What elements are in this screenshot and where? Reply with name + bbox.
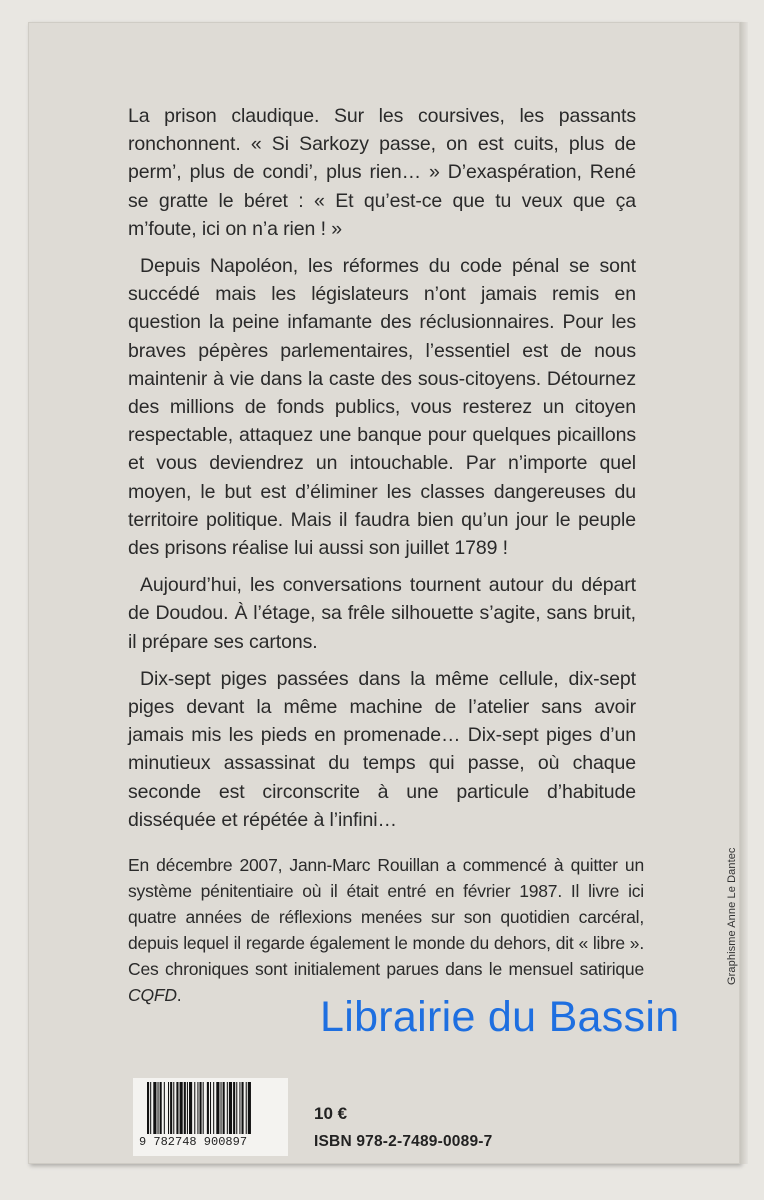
main-text (128, 102, 636, 843)
barcode-bar (200, 1082, 202, 1134)
barcode-box (133, 1078, 288, 1156)
barcode-bar (207, 1082, 209, 1134)
barcode-bar (203, 1082, 204, 1134)
paragraph-1: La prison claudique. Sur les coursives, les passants ronchonnent. « Si Sarkozy passe, on est cuits, plus de perm’, plus de condi’, plus rien… » D’exaspération, René se gratte le béret : « Et qu’est-ce que tu veux que ça m’foute, ici on n’a rien ! » (128, 105, 636, 240)
barcode-bar (168, 1082, 169, 1134)
barcode-bar (184, 1082, 186, 1134)
barcode-bars (147, 1082, 272, 1134)
barcode-bar (173, 1082, 174, 1134)
blurb-text: En décembre 2007, Jann-Marc Rouillan a commencé à quitter un système pénitentiaire où il était entré en février 1987. Il livre ici quatre années de réflexions menées sur son quotidien carcéral, depuis lequel il regarde également le monde du dehors, dit « libre ». Ces chroniques sont initialement parues dans le mensuel satirique (128, 855, 644, 979)
barcode-bar (242, 1082, 244, 1134)
barcode-bar (233, 1082, 235, 1134)
barcode-bar (147, 1082, 149, 1134)
barcode-bar (160, 1082, 162, 1134)
barcode-digits: 9 782748 900897 (139, 1135, 248, 1149)
barcode-bar (246, 1082, 247, 1134)
blurb-end: . (176, 985, 182, 1005)
barcode-bar (153, 1082, 156, 1134)
barcode-bar (227, 1082, 228, 1134)
barcode-bar (216, 1082, 219, 1134)
isbn: ISBN 978-2-7489-0089-7 (314, 1133, 493, 1150)
barcode-bar (236, 1082, 237, 1134)
barcode-bar (221, 1082, 222, 1134)
barcode-bar (164, 1082, 165, 1134)
paragraph-3: Aujourd’hui, les conversations tournent autour du départ de Doudou. À l’étage, sa frêle silhouette s’agite, sans bruit, il prépare ses cartons. (128, 574, 636, 653)
barcode-bar (194, 1082, 195, 1134)
barcode-bar (176, 1082, 178, 1134)
barcode-bar (248, 1082, 251, 1134)
paragraph-2: Depuis Napoléon, les réformes du code pénal se sont succédé mais les législateurs n’ont jamais remis en question la peine infamante des réclusionnaires. Pour les braves pépères parlementaires, l’essentiel est de nous maintenir à vie dans la caste des sous-citoyens. Détournez des millions de fonds publics, vous resterez un citoyen respectable, attaquez une banque pour quelques picaillons et vous deviendrez un intouchable. Par n’importe quel moyen, le but est d’éliminer les classes dangereuses du territoire politique. Mais il faudra bien qu’un jour le peuple des prisons réalise lui aussi son juillet 1789 ! (128, 255, 636, 560)
book-spine-edge (740, 22, 748, 1164)
barcode-bar (150, 1082, 151, 1134)
barcode-bar (170, 1082, 172, 1134)
author-blurb (128, 852, 644, 1008)
barcode-bar (197, 1082, 198, 1134)
blurb-journal: CQFD (128, 985, 177, 1005)
bookshop-watermark: Librairie du Bassin (320, 993, 680, 1041)
barcode-bar (210, 1082, 211, 1134)
barcode-bar (223, 1082, 225, 1134)
barcode-bar (189, 1082, 192, 1134)
price: 10 € (314, 1104, 348, 1123)
barcode-bar (213, 1082, 214, 1134)
barcode-bar (229, 1082, 232, 1134)
barcode-bar (180, 1082, 183, 1134)
barcode-bar (158, 1082, 159, 1134)
paragraph-4: Dix-sept piges passées dans la même cellule, dix-sept piges devant la même machine de l’atelier sans avoir jamais mis les pieds en promenade… Dix-sept piges d’un minutieux assassinat du temps qui passe, où chaque seconde est circonscrite à une particule d’habitude disséquée et répétée à l’infini… (128, 667, 636, 831)
barcode-bar (239, 1082, 240, 1134)
barcode-bar (187, 1082, 188, 1134)
design-credit: Graphisme Anne Le Dantec (726, 847, 738, 985)
